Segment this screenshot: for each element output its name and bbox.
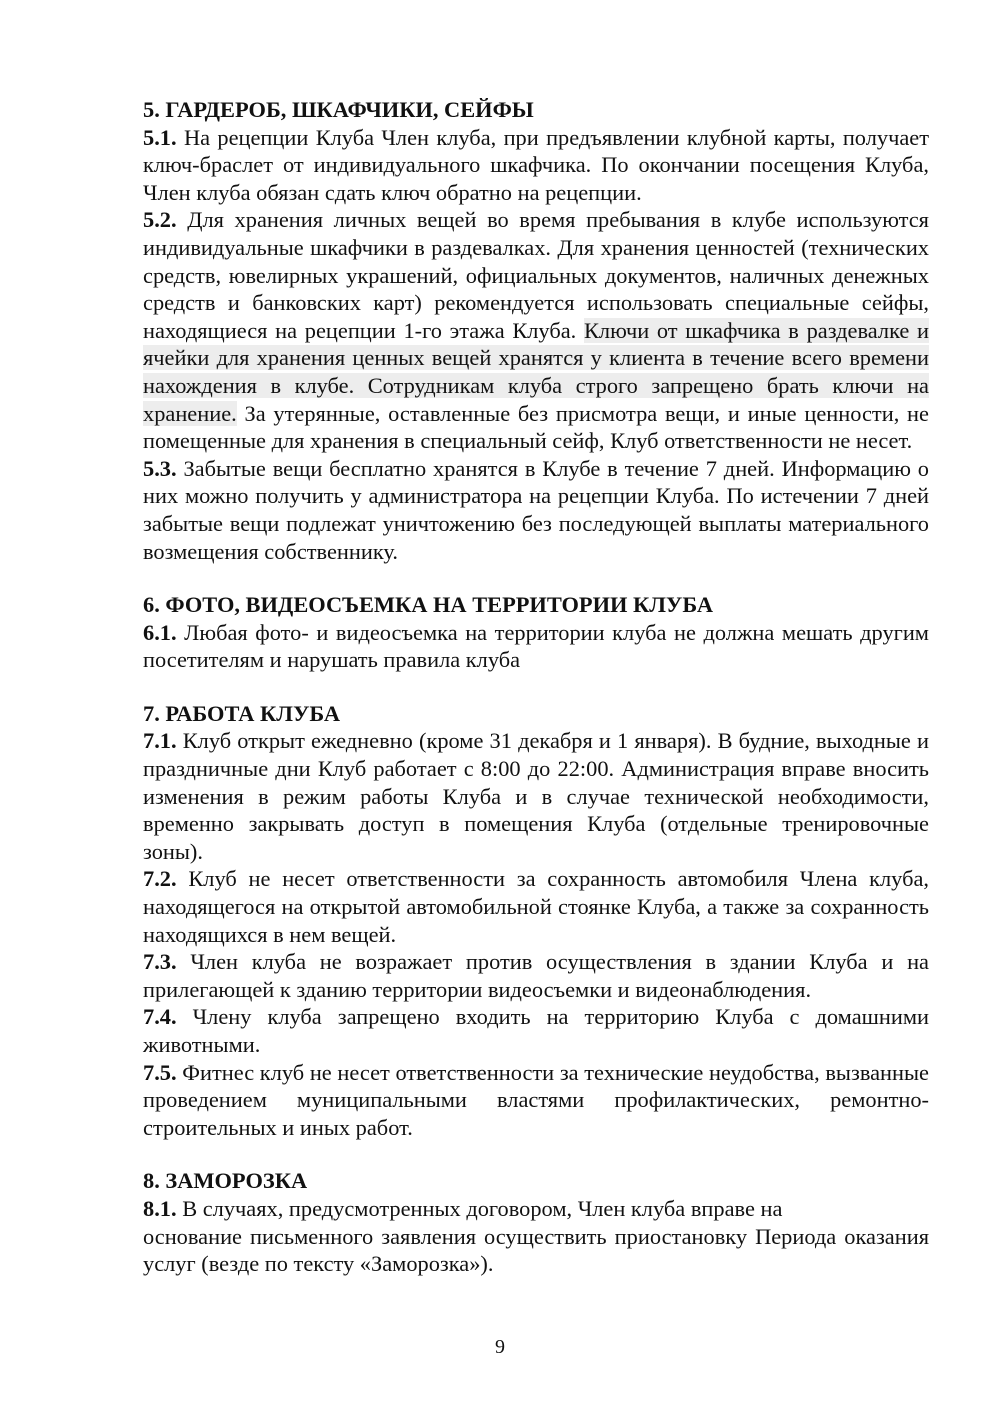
clause-number: 7.2. [143,866,177,892]
section-heading: 7. РАБОТА КЛУБА [143,700,341,726]
clause-number: 7.3. [143,949,177,975]
section-8 [143,1167,929,1277]
clause-number: 5.3. [143,455,177,481]
paragraph-7-3 [143,948,929,1003]
document-content [143,96,929,1304]
highlighted-text: Ключи от шкафчика в раздевалке и ячейки для хранения ценных вещей хранятся у клиента в течение всего времени нахождения в клубе. Сотрудникам клуба строго запрещено брать ключи на хранение. [143,317,929,426]
paragraph-8-1-first-line [143,1195,929,1223]
section-6 [143,591,929,674]
clause-text: Член клуба не возражает против осуществления в здании Клуба и на прилегающей к зданию территории видеосъемки и видеонаблюдения. [143,949,929,1002]
clause-number: 8.1. [143,1195,177,1221]
paragraph-5-1 [143,124,929,207]
clause-text: Забытые вещи бесплатно хранятся в Клубе в течение 7 дней. Информацию о них можно получить у администратора на рецепции Клуба. По истечении 7 дней забытые вещи подлежат уничтожению без последующей выплаты материального возмещения собственнику. [143,455,929,564]
clause-number: 7.5. [143,1059,177,1085]
paragraph-5-2 [143,206,929,454]
clause-number: 6.1. [143,619,177,645]
clause-text: Любая фото- и видеосъемка на территории клуба не должна мешать другим посетителям и нарушать правила клуба [143,619,929,673]
clause-text: Члену клуба запрещено входить на территорию Клуба с домашними животными. [143,1004,929,1057]
paragraph-8-1: основание письменного заявления осуществить приостановку Периода оказания услуг (везде по тексту «Заморозка»). [143,1223,929,1277]
clause-number: 7.1. [143,728,177,754]
clause-text: Фитнес клуб не несет ответственности за технические неудобства, вызванные проведением муниципальными властями профилактических, ремонтно-строительных и иных работ. [143,1059,929,1140]
section-heading: 5. ГАРДЕРОБ, ШКАФЧИКИ, СЕЙФЫ [143,97,534,122]
paragraph-7-5 [143,1059,929,1142]
section-heading: 6. ФОТО, ВИДЕОСЪЕМКА НА ТЕРРИТОРИИ КЛУБА [143,592,714,618]
clause-text: На рецепции Клуба Член клуба, при предъявлении клубной карты, получает ключ-браслет от индивидуального шкафчика. По окончании посещения Клуба, Член клуба обязан сдать ключ обратно на рецепции. [143,124,929,205]
clause-text: В случаях, предусмотренных договором, Член клуба вправе на [182,1195,783,1221]
section-7 [143,700,929,1142]
clause-number: 5.2. [143,207,177,233]
page-number: 9 [495,1336,505,1358]
clause-text: За утерянные, оставленные без присмотра вещи, и иные ценности, не помещенные для хранения в специальный сейф, Клуб ответственности не несет. [143,400,929,454]
clause-number: 7.4. [143,1004,177,1030]
clause-number: 5.1. [143,124,177,150]
section-5 [143,96,929,565]
clause-text: Клуб открыт ежедневно (кроме 31 декабря и 1 января). В будние, выходные и праздничные дни Клуб работает с 8:00 до 22:00. Администрация вправе вносить изменения в режим работы Клуба и в случае технической необходимости, временно закрывать доступ в помещения Клуба (отдельные тренировочные зоны). [143,728,929,864]
paragraph-7-1 [143,727,929,865]
clause-text: Клуб не несет ответственности за сохранность автомобиля Члена клуба, находящегося на открытой автомобильной стоянке Клуба, а также за сохранность находящихся в нем вещей. [143,866,929,947]
clause-text: Для хранения личных вещей во время пребывания в клубе используются индивидуальные шкафчики в раздевалках. Для хранения ценностей (технических средств, ювелирных украшений, официальных документов, наличных денежных средств и банковских карт) рекомендуется использовать специальные сейфы, находящиеся на рецепции 1-го этажа Клуба. [143,207,929,343]
paragraph-7-4 [143,1003,929,1058]
paragraph-6-1 [143,619,929,674]
paragraph-5-3 [143,455,929,565]
paragraph-7-2 [143,865,929,948]
section-heading: 8. ЗАМОРОЗКА [143,1168,308,1194]
